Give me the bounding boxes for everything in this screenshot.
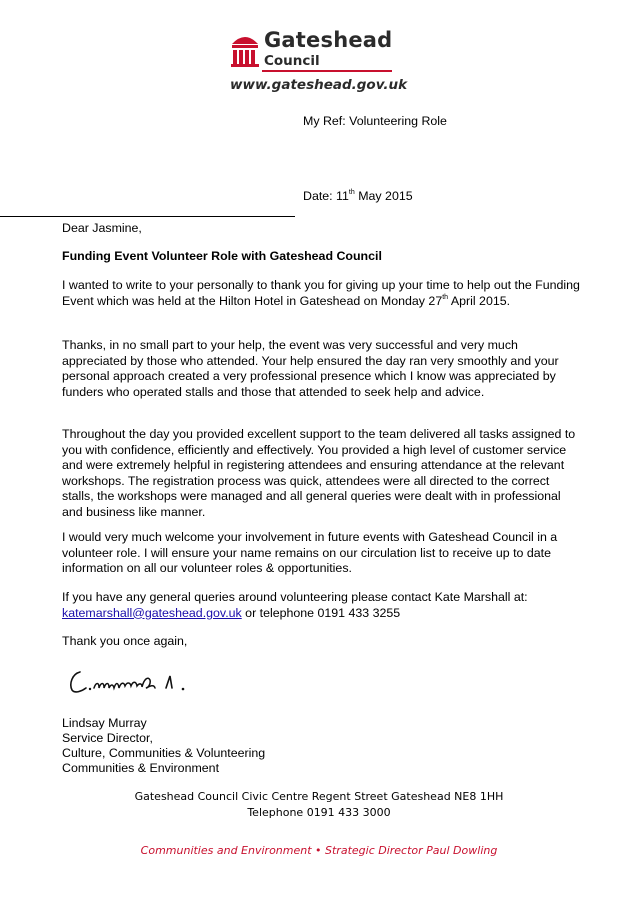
footer-tagline: Communities and Environment • Strategic Director Paul Dowling	[140, 844, 498, 857]
date-suffix: th	[348, 189, 355, 196]
signatory-dept-2: Communities & Environment	[62, 761, 220, 775]
salutation: Dear Jasmine,	[62, 221, 142, 235]
paragraph-1	[62, 278, 582, 309]
paragraph-1-sup: th	[442, 293, 449, 301]
signatory-title: Service Director,	[62, 731, 153, 745]
signatory-dept-1: Culture, Communities & Volunteering	[62, 746, 266, 760]
logo-url: www.gateshead.gov.uk	[230, 77, 408, 93]
paragraph-1-text: I wanted to write to your personally to thank you for giving up your time to help out the Funding Event which was held at the Hilton Hotel in Gateshead on Monday 27	[62, 278, 580, 308]
paragraph-5	[62, 590, 582, 621]
email-link[interactable]: katemarshall@gateshead.gov.uk	[62, 605, 242, 620]
council-logo	[230, 24, 408, 102]
logo-title: Gateshead	[264, 28, 393, 52]
paragraph-4: I would very much welcome your involvement in future events with Gateshead Council in a volunteer role. I will ensure your name remains on our circulation list to receive up to date information on all our volunteer roles & opportunities.	[62, 530, 558, 576]
divider-rule	[0, 216, 295, 217]
logo-underline	[262, 70, 392, 72]
closing-thanks: Thank you once again,	[62, 634, 188, 648]
date-rest: May 2015	[354, 189, 413, 203]
footer-telephone: Telephone 0191 433 3000	[247, 806, 391, 819]
date-line	[303, 189, 413, 205]
paragraph-1-after: April 2015.	[448, 293, 511, 308]
footer-contact	[0, 789, 638, 821]
handwritten-signature	[66, 664, 216, 700]
footer-address: Gateshead Council Civic Centre Regent Street Gateshead NE8 1HH	[134, 790, 504, 803]
civic-building-icon	[230, 28, 260, 68]
signatory-name: Lindsay Murray	[62, 716, 147, 730]
logo-subtitle: Council	[264, 53, 320, 69]
paragraph-5-after: or telephone 0191 433 3255	[241, 605, 401, 620]
paragraph-5-text: If you have any general queries around volunteering please contact Kate Marshall at:	[62, 590, 528, 604]
paragraph-3: Throughout the day you provided excellent support to the team delivered all tasks assigned to you with confidence, efficiently and effectively. You provided a high level of customer service and were extremely helpful in registering attendees and ensuring attendance at the relevant workshops. The registration process was quick, attendees were all directed to the correct stalls, the workshops were managed and all general queries were dealt with in professional and business like manner.	[62, 427, 576, 519]
paragraph-2: Thanks, in no small part to your help, the event was very successful and very much appreciated by those who attended. Your help ensured the day ran very smoothly and your personal approach created a very professional presence which I know was appreciated by funders who operated stalls and those that attended to seek help and advice.	[62, 338, 559, 399]
subject-line: Funding Event Volunteer Role with Gateshead Council	[62, 249, 382, 263]
reference-line: My Ref: Volunteering Role	[303, 114, 447, 128]
date-prefix: Date: 11	[303, 189, 349, 203]
